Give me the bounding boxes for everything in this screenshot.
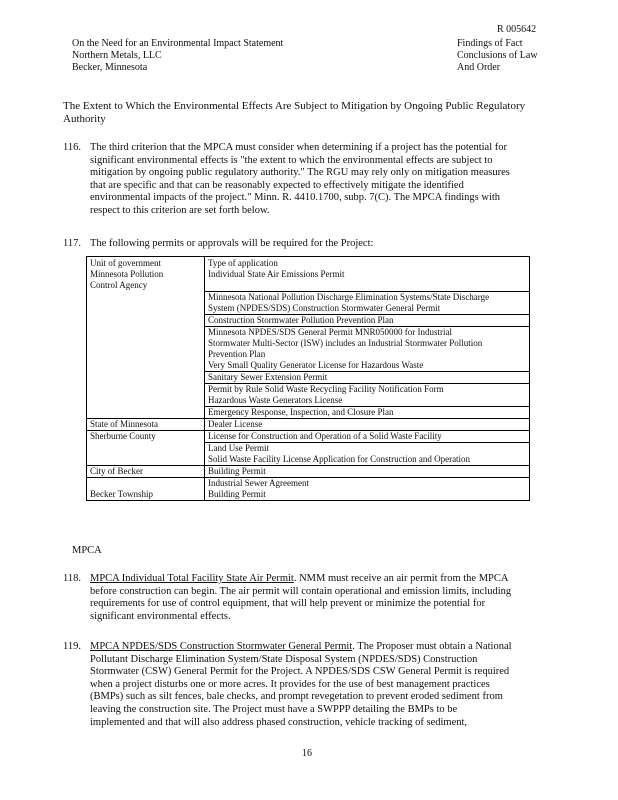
page-number: 16 <box>302 748 312 759</box>
paragraph-line: Pollutant Discharge Elimination System/State Disposal System (NPDES/SDS) Construction <box>90 653 478 665</box>
application-line: Building Permit <box>208 465 266 476</box>
header-left-line: On the Need for an Environmental Impact Statement <box>72 38 284 49</box>
paragraph-line: The third criterion that the MPCA must consider when determining if a project has the potential for <box>90 142 507 153</box>
paragraph-118 <box>90 573 511 623</box>
table-row <box>87 477 530 500</box>
mpca-subheading: MPCA <box>72 545 102 556</box>
table-row <box>87 291 530 314</box>
header-right-line: And Order <box>457 62 501 73</box>
paragraph-line: mitigation by ongoing public regulatory authority." The RGU may rely only on mitigation measures <box>90 167 510 179</box>
application-cell <box>205 477 530 500</box>
paragraph-117: The following permits or approvals will be required for the Project: <box>90 238 374 249</box>
unit-line: City of Becker <box>90 465 143 476</box>
document-id: R 005642 <box>497 24 537 35</box>
unit-line: State of Minnesota <box>90 418 158 429</box>
header-left-line: Northern Metals, LLC <box>72 50 162 61</box>
table-row <box>87 326 530 371</box>
paragraph-number: 119. <box>63 641 81 652</box>
header-right-line: Conclusions of Law <box>457 50 538 61</box>
paragraph-line-text: . NMM must receive an air permit from the MPCA <box>293 573 509 584</box>
paragraph-line: that are specific and that can be reasonably expected to effectively mitigate the identified <box>90 179 464 191</box>
table-row <box>87 371 530 383</box>
application-line: Sanitary Sewer Extension Permit <box>208 371 328 382</box>
column-header-unit: Unit of government <box>87 257 205 270</box>
application-cell <box>205 371 530 383</box>
paragraph-number: 116. <box>63 142 81 153</box>
unit-line: Control Agency <box>90 280 148 290</box>
section-title <box>63 100 553 126</box>
application-cell <box>205 442 530 465</box>
paragraph-line: respect to this criterion are set forth below. <box>90 204 270 216</box>
unit-cell <box>87 383 205 406</box>
application-cell <box>205 406 530 418</box>
application-line: Solid Waste Facility License Application for Construction and Operation <box>208 453 471 464</box>
unit-cell <box>87 430 205 442</box>
table-row <box>87 314 530 326</box>
application-line: Emergency Response, Inspection, and Closure Plan <box>208 406 394 417</box>
paragraph-line: significant environmental effects. <box>90 610 231 622</box>
permit-title-link: MPCA Individual Total Facility State Air Permit <box>90 573 294 584</box>
table-row <box>87 269 530 291</box>
unit-line <box>90 478 201 489</box>
table-header-row <box>87 257 530 270</box>
unit-cell <box>87 371 205 383</box>
unit-cell <box>87 326 205 371</box>
unit-cell <box>87 291 205 314</box>
paragraph-line: (BMPs) such as silt fences, bale checks, and prompt revegetation to prevent eroded sediment from <box>90 691 503 703</box>
section-title-line: Authority <box>63 113 106 125</box>
unit-cell <box>87 442 205 465</box>
paragraph-line <box>90 641 512 654</box>
application-cell <box>205 269 530 291</box>
application-cell <box>205 430 530 442</box>
table-row <box>87 442 530 465</box>
application-line: Stormwater Multi-Sector (ISW) includes an Industrial Stormwater Pollution <box>208 337 483 348</box>
unit-line: Minnesota Pollution <box>90 269 164 279</box>
paragraph-line: requirements for use of control equipment, that will help prevent or minimize the potential for <box>90 598 486 610</box>
unit-cell <box>87 418 205 430</box>
paragraph-line: environmental impacts of the project." Minn. R. 4410.1700, subp. 7(C). The MPCA findings with <box>90 192 501 204</box>
paragraph-line: when a project disturbs one or more acres. It provides for the use of best management practices <box>90 678 490 690</box>
application-line: Minnesota National Pollution Discharge Elimination Systems/State Discharge <box>208 291 490 302</box>
unit-line: Becker Township <box>90 488 153 499</box>
application-line: Dealer License <box>208 418 263 429</box>
table-row <box>87 383 530 406</box>
table-row <box>87 430 530 442</box>
application-line: Very Small Quality Generator License for Hazardous Waste <box>208 359 424 370</box>
paragraph-number: 118. <box>63 573 81 584</box>
unit-cell <box>87 269 205 291</box>
unit-cell <box>87 406 205 418</box>
application-line: Construction Stormwater Pollution Prevention Plan <box>208 314 394 325</box>
application-line: License for Construction and Operation of a Solid Waste Facility <box>208 430 442 441</box>
application-cell <box>205 326 530 371</box>
application-line: System (NPDES/SDS) Construction Stormwater General Permit <box>208 302 441 313</box>
permit-title-link: MPCA NPDES/SDS Construction Stormwater General Permit <box>90 641 353 652</box>
table-row <box>87 406 530 418</box>
application-cell <box>205 314 530 326</box>
application-line: Land Use Permit <box>208 442 269 453</box>
paragraph-line <box>90 573 511 586</box>
unit-line: Sherburne County <box>90 430 156 441</box>
application-line: Industrial Sewer Agreement <box>208 477 309 488</box>
table-row <box>87 418 530 430</box>
application-cell <box>205 291 530 314</box>
unit-cell <box>87 465 205 477</box>
paragraph-line: before construction can begin. The air permit will contain operational and emission limits, including <box>90 585 512 597</box>
paragraph-number: 117. <box>63 238 81 249</box>
header-left-line: Becker, Minnesota <box>72 62 148 73</box>
paragraph-line: Stormwater (CSW) General Permit for the Project. A NPDES/SDS CSW General Permit is required <box>90 666 510 678</box>
application-cell <box>205 418 530 430</box>
permits-table-body <box>87 257 530 501</box>
paragraph-line: significant environmental effects is "the extent to which the environmental effects are subject to <box>90 154 493 166</box>
header-left <box>72 38 283 74</box>
permits-table <box>86 256 530 501</box>
application-line: Hazardous Waste Generators License <box>208 394 343 405</box>
unit-cell <box>87 314 205 326</box>
paragraph-line: implemented and that will also address phased construction, vehicle tracking of sediment, <box>90 716 468 728</box>
application-line: Prevention Plan <box>208 348 266 359</box>
application-cell <box>205 383 530 406</box>
application-line: Permit by Rule Solid Waste Recycling Facility Notification Form <box>208 383 444 394</box>
section-title-line: The Extent to Which the Environmental Effects Are Subject to Mitigation by Ongoing Public Regulatory <box>63 100 526 112</box>
paragraph-line: leaving the construction site. The Project must have a SWPPP detailing the BMPs to be <box>90 703 458 715</box>
application-cell <box>205 465 530 477</box>
table-row <box>87 465 530 477</box>
paragraph-116 <box>90 142 560 218</box>
header-right <box>457 38 538 74</box>
application-line: Building Permit <box>208 488 266 499</box>
paragraph-119 <box>90 641 512 729</box>
paragraph-line-text: . The Proposer must obtain a National <box>352 641 512 652</box>
header-right-line: Findings of Fact <box>457 38 523 49</box>
application-line: Individual State Air Emissions Permit <box>208 269 345 279</box>
column-header-application: Type of application <box>205 257 530 270</box>
unit-cell <box>87 477 205 500</box>
application-line: Minnesota NPDES/SDS General Permit MNR050000 for Industrial <box>208 326 452 337</box>
